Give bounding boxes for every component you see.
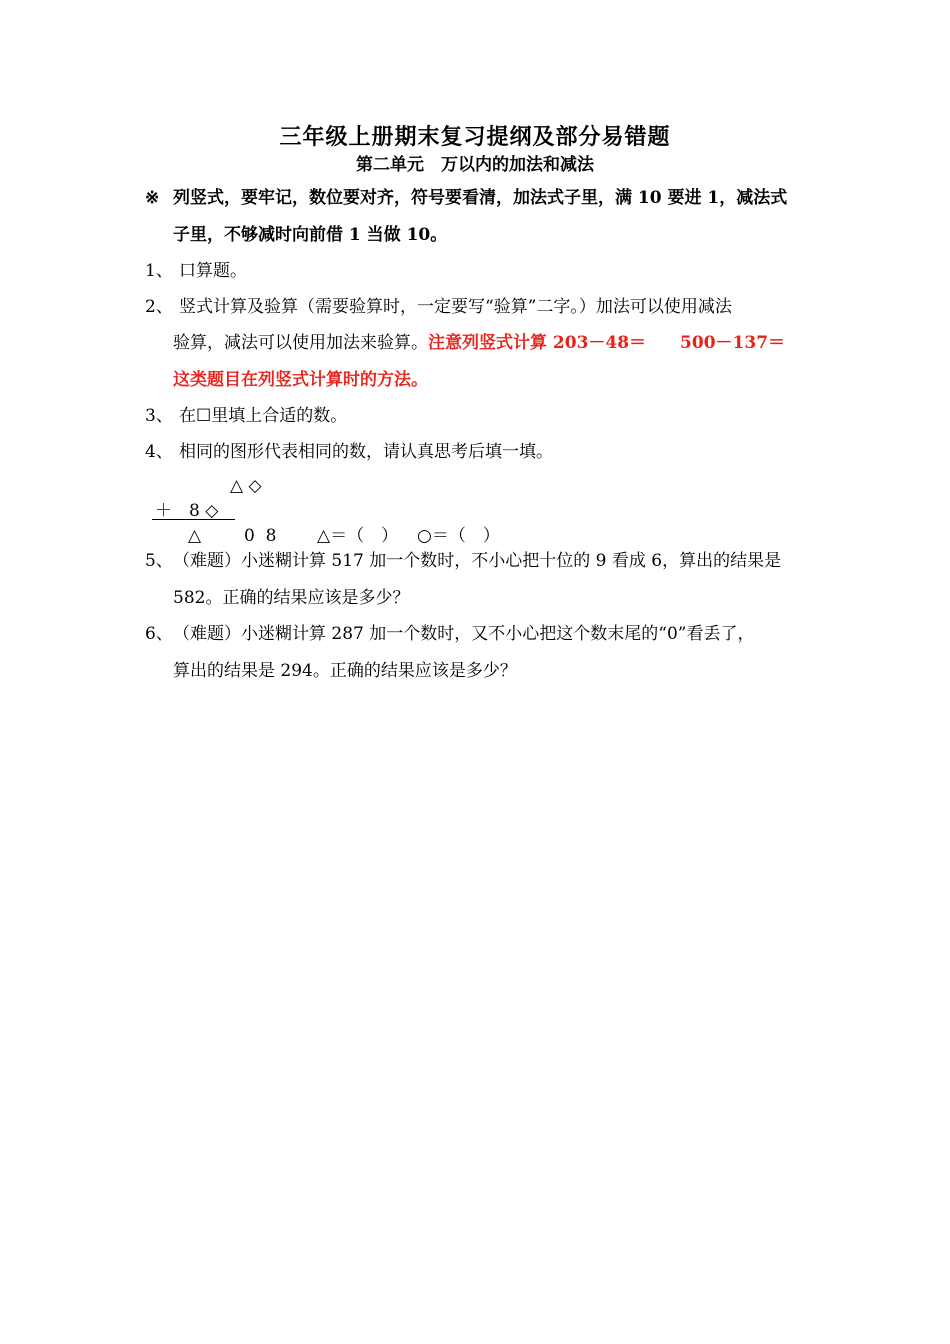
item-text-plain: 验算，减法可以使用加法来验算。: [173, 333, 428, 353]
page-subtitle: 第二单元 万以内的加法和减法: [356, 155, 594, 175]
puzzle-result-triangle: △: [188, 526, 202, 546]
item-number: 1、: [145, 261, 173, 281]
item-number: 3、: [145, 406, 173, 426]
item-text-continued: 582。正确的结果应该是多少？: [173, 588, 410, 608]
puzzle-answer-triangle: △＝（ ）: [317, 526, 399, 546]
item-text: 相同的图形代表相同的数，请认真思考后填一填。: [179, 442, 553, 462]
item-text-continued: 算出的结果是 294。正确的结果应该是多少？: [173, 661, 517, 681]
item-text: 竖式计算及验算（需要验算时，一定要写“验算”二字。）加法可以使用减法: [179, 297, 732, 317]
note-mark: ※: [145, 188, 160, 208]
item-text: （难题）小迷糊计算 287 加一个数时，又不小心把这个数末尾的“0”看丢了，: [173, 624, 755, 644]
puzzle-result-digits: 0 8: [244, 526, 277, 546]
item-text-highlight: 这类题目在列竖式计算时的方法。: [173, 370, 428, 390]
item-text: （难题）小迷糊计算 517 加一个数时，不小心把十位的 9 看成 6，算出的结果是: [173, 551, 782, 571]
item-number: 4、: [145, 442, 173, 462]
item-number: 6、: [145, 624, 173, 644]
item-text: 口算题。: [179, 261, 247, 281]
puzzle-sum-line: [152, 519, 235, 520]
puzzle-answer-circle: ○＝（ ）: [417, 526, 500, 546]
page-title: 三年级上册期末复习提纲及部分易错题: [279, 124, 671, 150]
item-number: 5、: [145, 551, 173, 571]
note-line-2: 子里，不够减时向前借 1 当做 10。: [173, 225, 448, 245]
puzzle-row-1: △ ◇: [230, 476, 262, 496]
item-text-continued: [173, 332, 785, 354]
note-line-1: 列竖式，要牢记，数位要对齐，符号要看清，加法式子里，满 10 要进 1，减法式: [173, 188, 788, 208]
item-text-highlight: 注意列竖式计算 203－48＝ 500－137＝: [428, 333, 786, 353]
item-text: 在☐里填上合适的数。: [179, 406, 348, 426]
item-number: 2、: [145, 297, 173, 317]
puzzle-row-2: ＋ 8 ◇: [155, 501, 219, 521]
